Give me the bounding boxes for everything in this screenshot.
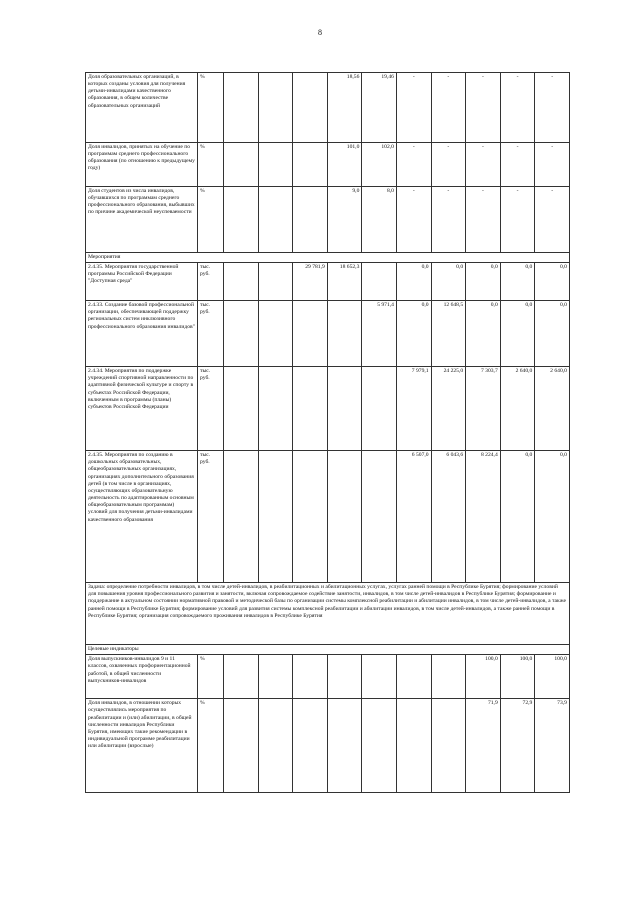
cell-value: 71,9	[466, 699, 501, 793]
table-row	[86, 143, 570, 187]
cell-value: 0,0	[431, 263, 466, 301]
table-row	[86, 187, 570, 253]
cell-value: 0,0	[535, 263, 570, 301]
cell-value: 24 225,0	[431, 367, 466, 451]
cell-value: 7 979,1	[396, 367, 431, 451]
cell-value: 29 781,9	[293, 263, 328, 301]
cell-value	[258, 451, 293, 583]
row-name: Доля инвалидов, принятых на обучение по программам среднего профессионального образования (по отношению к предыдущему году)	[86, 143, 198, 187]
table-row	[86, 301, 570, 367]
cell-value	[396, 655, 431, 699]
cell-value: 72,9	[500, 699, 535, 793]
cell-value	[258, 367, 293, 451]
cell-value: 8,0	[362, 187, 397, 253]
cell-value	[327, 699, 362, 793]
cell-value	[258, 301, 293, 367]
cell-value: 102,0	[362, 143, 397, 187]
row-name: Доля образовательных организаций, в которых созданы условия для получения детьми-инвалидами качественного образования, в общем количестве образовательных организаций	[86, 73, 198, 143]
row-name: Доля студентов из числа инвалидов, обучавшихся по программам среднего профессионального образования, выбывших по причине академической неуспеваемости	[86, 187, 198, 253]
events-heading: Мероприятия	[86, 253, 570, 263]
cell-value: -	[466, 187, 501, 253]
row-name: 2.4.35. Мероприятия государственной программы Российской Федерации "Доступная среда"	[86, 263, 198, 301]
cell-value: 0,0	[396, 263, 431, 301]
cell-value	[224, 367, 259, 451]
cell-value	[431, 655, 466, 699]
row-name: Доля инвалидов, в отношении которых осуществлялись мероприятия по реабилитации и (или) абилитации, в общей численности инвалидов Республики Бурятия, имеющих такие рекомендации в индивидуальной программе реабилитации или абилитации (взрослые)	[86, 699, 198, 793]
cell-value: 0,0	[500, 263, 535, 301]
cell-value	[327, 301, 362, 367]
cell-value	[327, 451, 362, 583]
cell-value: 0,0	[535, 451, 570, 583]
cell-value: 100,0	[500, 655, 535, 699]
cell-value: -	[431, 73, 466, 143]
table-row	[86, 367, 570, 451]
cell-value	[293, 187, 328, 253]
cell-value: 6 507,0	[396, 451, 431, 583]
cell-value: 100,0	[466, 655, 501, 699]
cell-value: 19,46	[362, 73, 397, 143]
cell-value	[224, 301, 259, 367]
cell-value: -	[431, 143, 466, 187]
cell-value	[362, 451, 397, 583]
cell-value	[362, 699, 397, 793]
table-row	[86, 655, 570, 699]
cell-value: 5 971,4	[362, 301, 397, 367]
cell-value: 18 652,3	[327, 263, 362, 301]
cell-value: 73,9	[535, 699, 570, 793]
page-number: 8	[318, 28, 322, 37]
cell-value: -	[466, 143, 501, 187]
cell-value: 0,0	[535, 301, 570, 367]
cell-value: -	[500, 143, 535, 187]
row-name: 2.4.33. Создание базовой профессиональной организации, обеспечивающей поддержку региональных систем инклюзивного профессионального образования инвалидов"	[86, 301, 198, 367]
cell-value	[293, 73, 328, 143]
table-row	[86, 451, 570, 583]
section-heading-row	[86, 645, 570, 655]
cell-value: 0,0	[396, 301, 431, 367]
table-row	[86, 73, 570, 143]
cell-value: -	[535, 73, 570, 143]
cell-value	[224, 699, 259, 793]
cell-value: -	[396, 143, 431, 187]
cell-value	[258, 187, 293, 253]
cell-value: 100,0	[535, 655, 570, 699]
cell-value	[396, 699, 431, 793]
cell-value: 0,0	[500, 301, 535, 367]
row-name: 2.4.34. Мероприятия по поддержке учреждений спортивной направленности по адаптивной физической культуре и спорту в субъектах Российской Федерации, включенным в программы (планы) субъектов Российской Федерации	[86, 367, 198, 451]
cell-value: 8 224,4	[466, 451, 501, 583]
cell-value: 18,56	[327, 73, 362, 143]
cell-value: 0,0	[500, 451, 535, 583]
cell-value: 12 648,5	[431, 301, 466, 367]
table-row	[86, 263, 570, 301]
cell-value	[224, 451, 259, 583]
cell-value: 9,0	[327, 187, 362, 253]
cell-value	[224, 73, 259, 143]
cell-value	[293, 655, 328, 699]
table-row	[86, 699, 570, 793]
cell-value	[431, 699, 466, 793]
row-unit: тыс. руб.	[198, 301, 224, 367]
cell-value: 0,0	[466, 263, 501, 301]
cell-value	[258, 699, 293, 793]
cell-value	[362, 367, 397, 451]
cell-value	[293, 301, 328, 367]
task-row	[86, 583, 570, 645]
row-unit: тыс. руб.	[198, 451, 224, 583]
row-unit: %	[198, 187, 224, 253]
row-unit: тыс. руб.	[198, 263, 224, 301]
cell-value	[293, 451, 328, 583]
cell-value: -	[396, 73, 431, 143]
cell-value	[362, 655, 397, 699]
cell-value: -	[500, 187, 535, 253]
cell-value	[224, 143, 259, 187]
cell-value: -	[466, 73, 501, 143]
cell-value: -	[396, 187, 431, 253]
cell-value: -	[535, 143, 570, 187]
cell-value: -	[535, 187, 570, 253]
cell-value	[293, 699, 328, 793]
row-unit: %	[198, 699, 224, 793]
row-name: 2.4.35. Мероприятия по созданию в дошкольных образовательных, общеобразовательных организациях, организациях дополнительного образования детей (в том числе в организациях, осуществляющих образовательную деятельность по адаптированным основным общеобразовательным программам) условий для получения детьми-инвалидами качественного образования	[86, 451, 198, 583]
cell-value: -	[431, 187, 466, 253]
cell-value: 2 640,0	[500, 367, 535, 451]
cell-value	[258, 263, 293, 301]
task-text: Задача: определение потребности инвалидов, в том числе детей-инвалидов, в реабилитационных и абилитационных услугах, услугах ранней помощи в Республике Бурятия; формирование условий для повышения уровня профессионального развития и занятости, включая сопровождаемое содействие занятости, инвалидов, в том числе детей-инвалидов в Республике Бурятия; формирование и поддержание в актуальном состоянии нормативной правовой и методической базы по организации системы комплексной реабилитации и абилитации инвалидов, в том числе детей-инвалидов, а также ранней помощи в Республике Бурятия; формирование условий для развития системы комплексной реабилитации и абилитации инвалидов, в том числе детей-инвалидов, а также ранней помощи в Республике Бурятия; организация сопровождаемого проживания инвалидов в Республике Бурятия	[86, 583, 570, 645]
cell-value	[327, 367, 362, 451]
cell-value	[224, 263, 259, 301]
cell-value	[258, 143, 293, 187]
row-unit: тыс. руб.	[198, 367, 224, 451]
cell-value	[293, 367, 328, 451]
cell-value	[258, 73, 293, 143]
cell-value: 101,0	[327, 143, 362, 187]
cell-value	[293, 143, 328, 187]
row-unit: %	[198, 73, 224, 143]
cell-value: -	[500, 73, 535, 143]
row-name: Доля выпускников-инвалидов 9 и 11 классов, охваченных профориентационной работой, в общей численности выпускников-инвалидов	[86, 655, 198, 699]
program-table	[85, 72, 570, 793]
target-indicators-heading: Целевые индикаторы	[86, 645, 570, 655]
cell-value	[224, 187, 259, 253]
cell-value: 0,0	[466, 301, 501, 367]
cell-value	[258, 655, 293, 699]
cell-value: 2 640,0	[535, 367, 570, 451]
row-unit: %	[198, 655, 224, 699]
cell-value: 7 303,7	[466, 367, 501, 451]
cell-value	[224, 655, 259, 699]
cell-value	[327, 655, 362, 699]
cell-value	[362, 263, 397, 301]
section-heading-row	[86, 253, 570, 263]
row-unit: %	[198, 143, 224, 187]
cell-value: 6 043,6	[431, 451, 466, 583]
